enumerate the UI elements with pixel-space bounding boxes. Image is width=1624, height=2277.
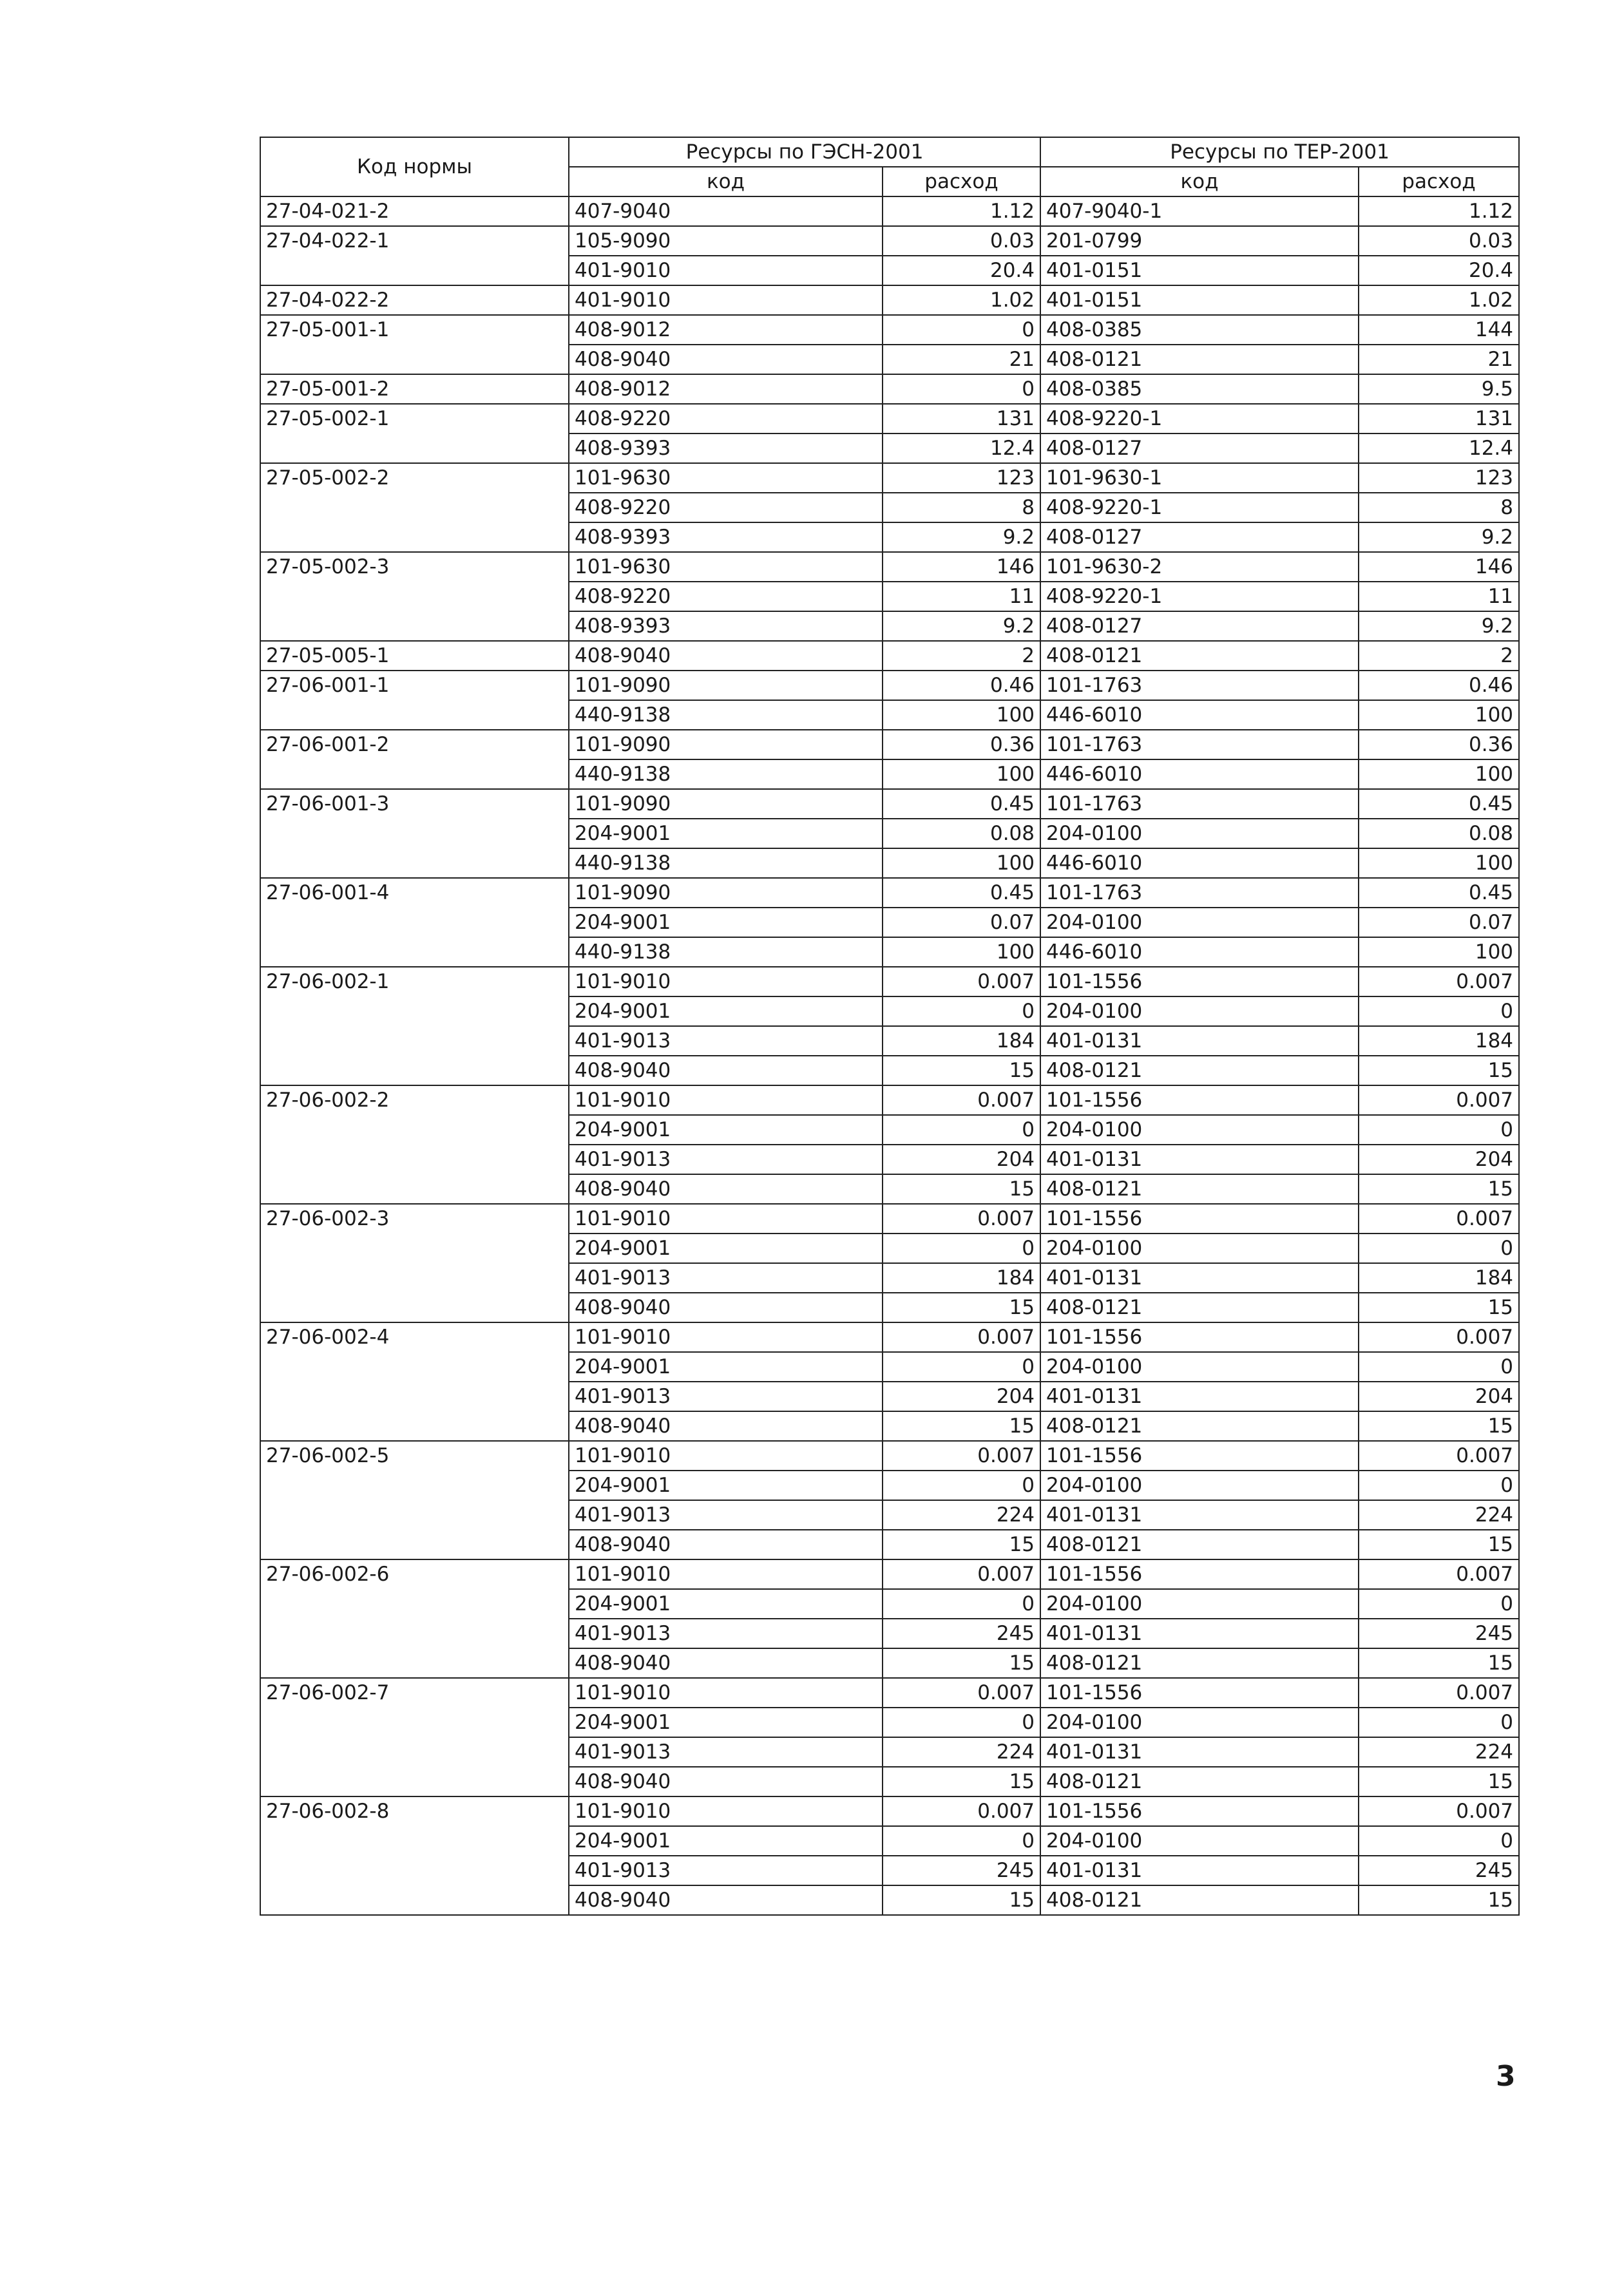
norm-code-cell: 27-05-002-3 — [260, 552, 569, 641]
ter-consumption-cell: 15 — [1359, 1648, 1519, 1678]
ter-code-cell: 101-1556 — [1040, 1559, 1359, 1589]
ter-code-cell: 401-0131 — [1040, 1145, 1359, 1174]
ter-code-cell: 401-0131 — [1040, 1382, 1359, 1411]
gesn-code-cell: 408-9393 — [569, 433, 883, 463]
table-row — [260, 671, 1519, 700]
gesn-consumption-cell: 0.07 — [883, 908, 1040, 937]
gesn-consumption-cell: 100 — [883, 700, 1040, 730]
gesn-consumption-cell: 100 — [883, 937, 1040, 967]
gesn-consumption-cell: 0.45 — [883, 789, 1040, 819]
gesn-consumption-cell: 0 — [883, 1234, 1040, 1263]
ter-consumption-cell: 1.12 — [1359, 196, 1519, 226]
norm-code-cell: 27-06-001-3 — [260, 789, 569, 878]
gesn-code-cell: 204-9001 — [569, 1826, 883, 1856]
table-header — [260, 137, 1519, 196]
gesn-code-cell: 204-9001 — [569, 996, 883, 1026]
ter-code-cell: 101-1556 — [1040, 967, 1359, 996]
table-row — [260, 374, 1519, 404]
ter-code-cell: 408-0121 — [1040, 1885, 1359, 1915]
gesn-code-cell: 401-9013 — [569, 1026, 883, 1056]
gesn-code-cell: 408-9220 — [569, 582, 883, 611]
table-row — [260, 1796, 1519, 1826]
ter-consumption-cell: 0.07 — [1359, 908, 1519, 937]
table-row — [260, 196, 1519, 226]
ter-code-cell: 408-0121 — [1040, 1648, 1359, 1678]
ter-code-cell: 446-6010 — [1040, 848, 1359, 878]
gesn-consumption-cell: 8 — [883, 493, 1040, 522]
resources-table — [260, 137, 1520, 1916]
ter-code-cell: 201-0799 — [1040, 226, 1359, 256]
ter-consumption-cell: 184 — [1359, 1026, 1519, 1056]
ter-code-cell: 408-0127 — [1040, 522, 1359, 552]
ter-code-cell: 401-0131 — [1040, 1026, 1359, 1056]
gesn-consumption-cell: 0.007 — [883, 1085, 1040, 1115]
table-row — [260, 878, 1519, 908]
table-row — [260, 1678, 1519, 1708]
table-row — [260, 641, 1519, 671]
ter-consumption-cell: 0.46 — [1359, 671, 1519, 700]
ter-code-cell: 101-1556 — [1040, 1441, 1359, 1471]
gesn-code-cell: 204-9001 — [569, 1589, 883, 1619]
norm-code-cell: 27-05-002-2 — [260, 463, 569, 552]
ter-consumption-cell: 0.36 — [1359, 730, 1519, 759]
ter-code-cell: 408-0121 — [1040, 1293, 1359, 1322]
gesn-consumption-header: расход — [883, 167, 1040, 196]
norm-code-cell: 27-06-002-6 — [260, 1559, 569, 1678]
ter-code-cell: 204-0100 — [1040, 1708, 1359, 1737]
ter-consumption-cell: 0.007 — [1359, 1204, 1519, 1234]
table-row — [260, 285, 1519, 315]
gesn-code-cell: 101-9090 — [569, 789, 883, 819]
ter-consumption-cell: 0.45 — [1359, 878, 1519, 908]
ter-consumption-cell: 100 — [1359, 700, 1519, 730]
gesn-consumption-cell: 204 — [883, 1145, 1040, 1174]
ter-consumption-cell: 0 — [1359, 996, 1519, 1026]
table-body — [260, 196, 1519, 1915]
table-row — [260, 1204, 1519, 1234]
gesn-code-cell: 101-9010 — [569, 1678, 883, 1708]
ter-code-cell: 204-0100 — [1040, 1352, 1359, 1382]
ter-consumption-cell: 9.2 — [1359, 522, 1519, 552]
gesn-code-cell: 408-9040 — [569, 1530, 883, 1559]
ter-code-cell: 101-1763 — [1040, 789, 1359, 819]
ter-consumption-cell: 15 — [1359, 1174, 1519, 1204]
gesn-consumption-cell: 184 — [883, 1263, 1040, 1293]
gesn-code-cell: 204-9001 — [569, 819, 883, 848]
gesn-consumption-cell: 245 — [883, 1856, 1040, 1885]
gesn-code-cell: 101-9010 — [569, 1441, 883, 1471]
ter-consumption-cell: 0.007 — [1359, 1085, 1519, 1115]
gesn-consumption-cell: 204 — [883, 1382, 1040, 1411]
ter-code-cell: 401-0131 — [1040, 1619, 1359, 1648]
ter-resources-header: Ресурсы по ТЕР-2001 — [1040, 137, 1519, 167]
gesn-code-cell: 101-9010 — [569, 1204, 883, 1234]
gesn-consumption-cell: 15 — [883, 1530, 1040, 1559]
ter-code-cell: 204-0100 — [1040, 1234, 1359, 1263]
norm-code-cell: 27-04-022-2 — [260, 285, 569, 315]
gesn-code-cell: 101-9630 — [569, 552, 883, 582]
ter-consumption-cell: 123 — [1359, 463, 1519, 493]
ter-code-cell: 408-0127 — [1040, 433, 1359, 463]
ter-consumption-cell: 224 — [1359, 1737, 1519, 1767]
gesn-code-cell: 408-9040 — [569, 1411, 883, 1441]
ter-code-cell: 101-1556 — [1040, 1796, 1359, 1826]
gesn-code-cell: 408-9220 — [569, 404, 883, 433]
gesn-code-cell: 101-9010 — [569, 967, 883, 996]
gesn-consumption-cell: 0.46 — [883, 671, 1040, 700]
ter-code-cell: 407-9040-1 — [1040, 196, 1359, 226]
ter-consumption-cell: 100 — [1359, 848, 1519, 878]
gesn-consumption-cell: 9.2 — [883, 522, 1040, 552]
table-row — [260, 404, 1519, 433]
table-row — [260, 552, 1519, 582]
ter-consumption-cell: 0.007 — [1359, 1322, 1519, 1352]
gesn-consumption-cell: 0.36 — [883, 730, 1040, 759]
ter-consumption-cell: 9.5 — [1359, 374, 1519, 404]
gesn-code-cell: 101-9010 — [569, 1322, 883, 1352]
gesn-code-cell: 408-9012 — [569, 374, 883, 404]
ter-consumption-cell: 0 — [1359, 1826, 1519, 1856]
ter-code-cell: 401-0131 — [1040, 1737, 1359, 1767]
ter-consumption-cell: 204 — [1359, 1382, 1519, 1411]
gesn-code-cell: 408-9220 — [569, 493, 883, 522]
ter-consumption-cell: 0 — [1359, 1115, 1519, 1145]
gesn-code-cell: 408-9393 — [569, 522, 883, 552]
ter-consumption-cell: 0.007 — [1359, 967, 1519, 996]
gesn-consumption-cell: 2 — [883, 641, 1040, 671]
ter-consumption-cell: 100 — [1359, 759, 1519, 789]
gesn-code-cell: 105-9090 — [569, 226, 883, 256]
gesn-consumption-cell: 0.08 — [883, 819, 1040, 848]
ter-consumption-cell: 0 — [1359, 1471, 1519, 1500]
gesn-consumption-cell: 21 — [883, 345, 1040, 374]
gesn-consumption-cell: 131 — [883, 404, 1040, 433]
norm-code-cell: 27-06-002-3 — [260, 1204, 569, 1322]
gesn-consumption-cell: 100 — [883, 848, 1040, 878]
table-row — [260, 730, 1519, 759]
norm-code-cell: 27-05-001-1 — [260, 315, 569, 374]
gesn-consumption-cell: 0.007 — [883, 1204, 1040, 1234]
ter-code-cell: 401-0151 — [1040, 285, 1359, 315]
ter-consumption-cell: 204 — [1359, 1145, 1519, 1174]
gesn-consumption-cell: 0 — [883, 315, 1040, 345]
ter-consumption-cell: 0.007 — [1359, 1559, 1519, 1589]
norm-code-header: Код нормы — [260, 137, 569, 196]
ter-consumption-cell: 21 — [1359, 345, 1519, 374]
table-row — [260, 315, 1519, 345]
gesn-consumption-cell: 0.03 — [883, 226, 1040, 256]
ter-consumption-cell: 15 — [1359, 1767, 1519, 1796]
ter-code-cell: 408-0121 — [1040, 1767, 1359, 1796]
gesn-code-cell: 408-9012 — [569, 315, 883, 345]
gesn-consumption-cell: 0.007 — [883, 1441, 1040, 1471]
norm-code-cell: 27-06-001-1 — [260, 671, 569, 730]
gesn-consumption-cell: 1.02 — [883, 285, 1040, 315]
table-row — [260, 1441, 1519, 1471]
ter-consumption-cell: 245 — [1359, 1619, 1519, 1648]
gesn-code-cell: 401-9010 — [569, 285, 883, 315]
ter-code-cell: 408-0121 — [1040, 1056, 1359, 1085]
gesn-consumption-cell: 0 — [883, 1708, 1040, 1737]
ter-code-cell: 408-0127 — [1040, 611, 1359, 641]
ter-code-cell: 401-0151 — [1040, 256, 1359, 285]
ter-consumption-cell: 15 — [1359, 1885, 1519, 1915]
gesn-consumption-cell: 20.4 — [883, 256, 1040, 285]
ter-code-cell: 204-0100 — [1040, 1471, 1359, 1500]
gesn-code-cell: 204-9001 — [569, 1352, 883, 1382]
ter-consumption-cell: 20.4 — [1359, 256, 1519, 285]
gesn-code-cell: 101-9090 — [569, 671, 883, 700]
table-row — [260, 1322, 1519, 1352]
norm-code-cell: 27-06-002-7 — [260, 1678, 569, 1796]
gesn-consumption-cell: 245 — [883, 1619, 1040, 1648]
gesn-consumption-cell: 0 — [883, 996, 1040, 1026]
gesn-code-cell: 408-9040 — [569, 1885, 883, 1915]
ter-code-cell: 204-0100 — [1040, 1115, 1359, 1145]
gesn-consumption-cell: 0 — [883, 1589, 1040, 1619]
gesn-consumption-cell: 224 — [883, 1737, 1040, 1767]
ter-consumption-cell: 8 — [1359, 493, 1519, 522]
gesn-code-cell: 401-9013 — [569, 1737, 883, 1767]
gesn-code-cell: 101-9090 — [569, 878, 883, 908]
ter-consumption-header: расход — [1359, 167, 1519, 196]
ter-consumption-cell: 0 — [1359, 1234, 1519, 1263]
norm-code-cell: 27-06-002-8 — [260, 1796, 569, 1915]
norm-code-cell: 27-04-022-1 — [260, 226, 569, 285]
ter-code-cell: 408-0121 — [1040, 1411, 1359, 1441]
norm-code-cell: 27-06-002-4 — [260, 1322, 569, 1441]
gesn-code-cell: 440-9138 — [569, 848, 883, 878]
ter-consumption-cell: 11 — [1359, 582, 1519, 611]
gesn-code-cell: 401-9013 — [569, 1382, 883, 1411]
ter-consumption-cell: 2 — [1359, 641, 1519, 671]
ter-code-cell: 446-6010 — [1040, 937, 1359, 967]
gesn-code-cell: 408-9040 — [569, 641, 883, 671]
ter-consumption-cell: 15 — [1359, 1056, 1519, 1085]
ter-consumption-cell: 15 — [1359, 1530, 1519, 1559]
table-row — [260, 789, 1519, 819]
ter-consumption-cell: 0.007 — [1359, 1796, 1519, 1826]
gesn-consumption-cell: 100 — [883, 759, 1040, 789]
gesn-code-cell: 440-9138 — [569, 759, 883, 789]
ter-code-cell: 408-0121 — [1040, 345, 1359, 374]
gesn-code-cell: 401-9013 — [569, 1263, 883, 1293]
gesn-consumption-cell: 15 — [883, 1174, 1040, 1204]
norm-code-cell: 27-06-001-2 — [260, 730, 569, 789]
ter-code-cell: 408-0385 — [1040, 374, 1359, 404]
ter-consumption-cell: 1.02 — [1359, 285, 1519, 315]
ter-code-cell: 204-0100 — [1040, 996, 1359, 1026]
table-row — [260, 967, 1519, 996]
gesn-resources-header: Ресурсы по ГЭСН-2001 — [569, 137, 1040, 167]
ter-code-header: код — [1040, 167, 1359, 196]
ter-code-cell: 204-0100 — [1040, 819, 1359, 848]
gesn-consumption-cell: 15 — [883, 1767, 1040, 1796]
ter-code-cell: 446-6010 — [1040, 759, 1359, 789]
gesn-code-cell: 101-9010 — [569, 1085, 883, 1115]
ter-code-cell: 101-1556 — [1040, 1085, 1359, 1115]
gesn-consumption-cell: 224 — [883, 1500, 1040, 1530]
gesn-consumption-cell: 15 — [883, 1411, 1040, 1441]
table-row — [260, 226, 1519, 256]
ter-code-cell: 204-0100 — [1040, 1589, 1359, 1619]
gesn-consumption-cell: 1.12 — [883, 196, 1040, 226]
gesn-consumption-cell: 0 — [883, 374, 1040, 404]
table-row — [260, 1085, 1519, 1115]
norm-code-cell: 27-05-005-1 — [260, 641, 569, 671]
gesn-code-cell: 204-9001 — [569, 908, 883, 937]
norm-code-cell: 27-04-021-2 — [260, 196, 569, 226]
ter-code-cell: 408-9220-1 — [1040, 404, 1359, 433]
gesn-consumption-cell: 0 — [883, 1471, 1040, 1500]
ter-code-cell: 446-6010 — [1040, 700, 1359, 730]
ter-code-cell: 101-1556 — [1040, 1678, 1359, 1708]
gesn-code-cell: 204-9001 — [569, 1471, 883, 1500]
ter-code-cell: 204-0100 — [1040, 1826, 1359, 1856]
ter-code-cell: 101-9630-2 — [1040, 552, 1359, 582]
ter-consumption-cell: 245 — [1359, 1856, 1519, 1885]
table-row — [260, 1559, 1519, 1589]
gesn-consumption-cell: 184 — [883, 1026, 1040, 1056]
gesn-consumption-cell: 15 — [883, 1293, 1040, 1322]
gesn-code-cell: 440-9138 — [569, 937, 883, 967]
ter-code-cell: 204-0100 — [1040, 908, 1359, 937]
gesn-consumption-cell: 15 — [883, 1056, 1040, 1085]
ter-code-cell: 101-1556 — [1040, 1322, 1359, 1352]
ter-code-cell: 101-1763 — [1040, 671, 1359, 700]
gesn-code-cell: 204-9001 — [569, 1115, 883, 1145]
gesn-code-cell: 204-9001 — [569, 1234, 883, 1263]
gesn-code-cell: 101-9630 — [569, 463, 883, 493]
norm-code-cell: 27-06-002-1 — [260, 967, 569, 1085]
gesn-consumption-cell: 0.007 — [883, 1559, 1040, 1589]
gesn-consumption-cell: 15 — [883, 1885, 1040, 1915]
gesn-code-cell: 401-9013 — [569, 1619, 883, 1648]
gesn-code-cell: 408-9393 — [569, 611, 883, 641]
ter-consumption-cell: 146 — [1359, 552, 1519, 582]
gesn-consumption-cell: 11 — [883, 582, 1040, 611]
norm-code-cell: 27-06-002-2 — [260, 1085, 569, 1204]
gesn-code-cell: 401-9013 — [569, 1856, 883, 1885]
ter-code-cell: 408-0385 — [1040, 315, 1359, 345]
gesn-code-cell: 408-9040 — [569, 345, 883, 374]
gesn-consumption-cell: 0.007 — [883, 967, 1040, 996]
ter-consumption-cell: 9.2 — [1359, 611, 1519, 641]
gesn-code-cell: 401-9013 — [569, 1145, 883, 1174]
gesn-consumption-cell: 0.007 — [883, 1322, 1040, 1352]
gesn-code-cell: 401-9013 — [569, 1500, 883, 1530]
gesn-consumption-cell: 0.007 — [883, 1796, 1040, 1826]
page-number: 3 — [1496, 2060, 1516, 2093]
norm-code-cell: 27-05-002-1 — [260, 404, 569, 463]
ter-consumption-cell: 0.007 — [1359, 1678, 1519, 1708]
gesn-consumption-cell: 0.45 — [883, 878, 1040, 908]
gesn-code-cell: 440-9138 — [569, 700, 883, 730]
ter-consumption-cell: 0.007 — [1359, 1441, 1519, 1471]
ter-consumption-cell: 224 — [1359, 1500, 1519, 1530]
ter-code-cell: 401-0131 — [1040, 1856, 1359, 1885]
gesn-consumption-cell: 9.2 — [883, 611, 1040, 641]
ter-code-cell: 408-9220-1 — [1040, 493, 1359, 522]
gesn-code-cell: 408-9040 — [569, 1648, 883, 1678]
gesn-code-cell: 101-9010 — [569, 1796, 883, 1826]
gesn-consumption-cell: 0 — [883, 1352, 1040, 1382]
ter-consumption-cell: 12.4 — [1359, 433, 1519, 463]
ter-consumption-cell: 131 — [1359, 404, 1519, 433]
ter-consumption-cell: 0.45 — [1359, 789, 1519, 819]
ter-consumption-cell: 100 — [1359, 937, 1519, 967]
gesn-code-cell: 204-9001 — [569, 1708, 883, 1737]
gesn-consumption-cell: 146 — [883, 552, 1040, 582]
ter-code-cell: 408-9220-1 — [1040, 582, 1359, 611]
ter-code-cell: 408-0121 — [1040, 1174, 1359, 1204]
ter-consumption-cell: 0 — [1359, 1589, 1519, 1619]
gesn-code-cell: 401-9010 — [569, 256, 883, 285]
ter-consumption-cell: 0.08 — [1359, 819, 1519, 848]
gesn-consumption-cell: 0.007 — [883, 1678, 1040, 1708]
norm-code-cell: 27-05-001-2 — [260, 374, 569, 404]
ter-consumption-cell: 184 — [1359, 1263, 1519, 1293]
gesn-code-cell: 408-9040 — [569, 1056, 883, 1085]
ter-code-cell: 101-9630-1 — [1040, 463, 1359, 493]
ter-code-cell: 401-0131 — [1040, 1263, 1359, 1293]
gesn-code-header: код — [569, 167, 883, 196]
ter-consumption-cell: 144 — [1359, 315, 1519, 345]
ter-consumption-cell: 0 — [1359, 1352, 1519, 1382]
gesn-code-cell: 408-9040 — [569, 1174, 883, 1204]
table-row — [260, 463, 1519, 493]
ter-code-cell: 101-1556 — [1040, 1204, 1359, 1234]
ter-code-cell: 408-0121 — [1040, 1530, 1359, 1559]
gesn-consumption-cell: 15 — [883, 1648, 1040, 1678]
gesn-consumption-cell: 12.4 — [883, 433, 1040, 463]
ter-consumption-cell: 15 — [1359, 1293, 1519, 1322]
gesn-code-cell: 408-9040 — [569, 1293, 883, 1322]
gesn-consumption-cell: 0 — [883, 1826, 1040, 1856]
gesn-code-cell: 101-9010 — [569, 1559, 883, 1589]
gesn-consumption-cell: 123 — [883, 463, 1040, 493]
norm-code-cell: 27-06-002-5 — [260, 1441, 569, 1559]
ter-consumption-cell: 15 — [1359, 1411, 1519, 1441]
ter-code-cell: 401-0131 — [1040, 1500, 1359, 1530]
gesn-code-cell: 408-9040 — [569, 1767, 883, 1796]
gesn-code-cell: 101-9090 — [569, 730, 883, 759]
ter-code-cell: 101-1763 — [1040, 878, 1359, 908]
norm-code-cell: 27-06-001-4 — [260, 878, 569, 967]
ter-code-cell: 101-1763 — [1040, 730, 1359, 759]
gesn-consumption-cell: 0 — [883, 1115, 1040, 1145]
ter-consumption-cell: 0.03 — [1359, 226, 1519, 256]
ter-consumption-cell: 0 — [1359, 1708, 1519, 1737]
ter-code-cell: 408-0121 — [1040, 641, 1359, 671]
gesn-code-cell: 407-9040 — [569, 196, 883, 226]
